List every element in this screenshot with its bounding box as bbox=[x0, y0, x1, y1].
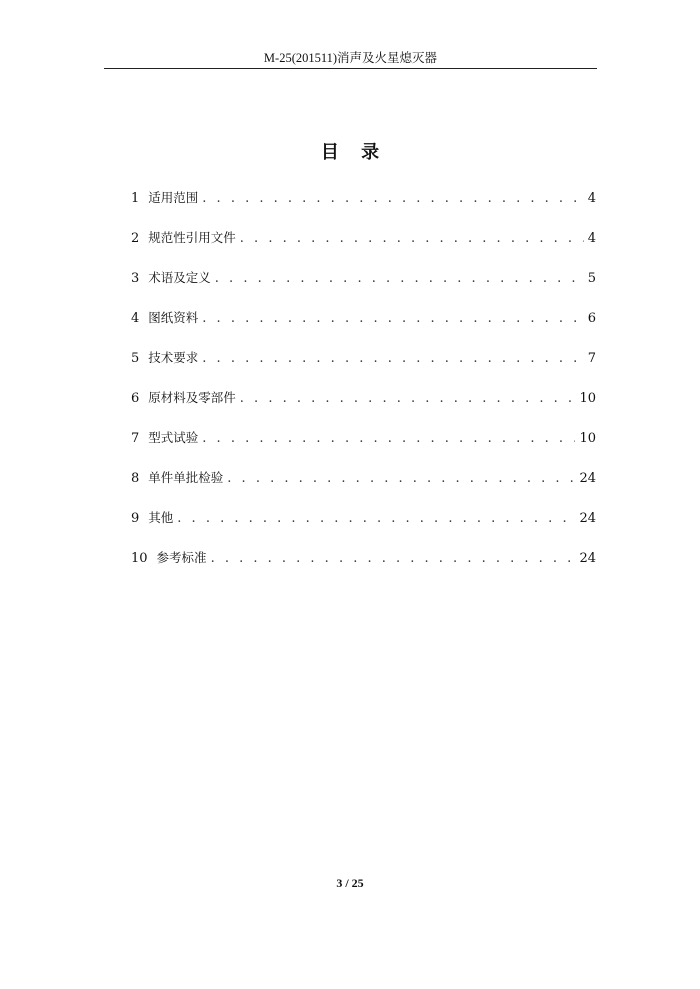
page-header: M-25(201511)消声及火星熄灭器 bbox=[104, 49, 597, 69]
toc-entry-page: 7 bbox=[587, 351, 596, 366]
toc-dot-leader bbox=[227, 469, 575, 489]
toc-dot-leader bbox=[202, 189, 583, 209]
toc-entry-number: 7 bbox=[131, 431, 140, 446]
toc-entry-type-test[interactable] bbox=[131, 428, 596, 468]
toc-entry-drawings[interactable] bbox=[131, 308, 596, 348]
toc-entry-label: 技术要求 bbox=[148, 350, 199, 365]
toc-entry-page: 24 bbox=[579, 471, 596, 486]
toc-dot-leader bbox=[215, 269, 584, 289]
toc-entry-number: 4 bbox=[131, 311, 140, 326]
toc-entry-technical-requirements[interactable] bbox=[131, 348, 596, 388]
toc-entry-label: 单件单批检验 bbox=[148, 470, 224, 485]
toc-entry-label: 图纸资料 bbox=[148, 310, 199, 325]
toc-dot-leader bbox=[240, 389, 576, 409]
toc-entry-label: 原材料及零部件 bbox=[148, 390, 236, 405]
toc-entry-label: 其他 bbox=[148, 510, 174, 525]
toc-entry-page: 10 bbox=[579, 431, 596, 446]
toc-entry-label: 型式试验 bbox=[148, 430, 199, 445]
toc-dot-leader bbox=[240, 229, 584, 249]
toc-dot-leader bbox=[177, 509, 575, 529]
toc-entry-label: 适用范围 bbox=[148, 190, 199, 205]
toc-entry-number: 1 bbox=[131, 191, 140, 206]
toc-entry-page: 6 bbox=[587, 311, 596, 326]
toc-dot-leader bbox=[202, 349, 583, 369]
toc-dot-leader bbox=[202, 309, 583, 329]
toc-entry-number: 6 bbox=[131, 391, 140, 406]
toc-entry-number: 3 bbox=[131, 271, 140, 286]
toc-entry-number: 9 bbox=[131, 511, 140, 526]
toc-entry-terms-definitions[interactable] bbox=[131, 268, 596, 308]
toc-entry-label: 术语及定义 bbox=[148, 270, 211, 285]
toc-entry-number: 8 bbox=[131, 471, 140, 486]
toc-entry-label: 参考标准 bbox=[156, 550, 207, 565]
toc-title: 目 录 bbox=[320, 142, 388, 163]
toc-entry-page: 4 bbox=[587, 231, 596, 246]
page-number: 3 / 25 bbox=[336, 876, 364, 890]
toc-entry-number: 2 bbox=[131, 231, 140, 246]
toc-entry-page: 5 bbox=[587, 271, 596, 286]
toc-entry-page: 4 bbox=[587, 191, 596, 206]
toc-entry-number: 5 bbox=[131, 351, 140, 366]
toc-dot-leader bbox=[211, 549, 576, 569]
toc-entry-number: 10 bbox=[131, 551, 148, 566]
toc-entry-page: 24 bbox=[579, 511, 596, 526]
toc-entry-page: 24 bbox=[579, 551, 596, 566]
toc-entry-reference-standards[interactable] bbox=[131, 548, 596, 588]
toc-entry-normative-references[interactable] bbox=[131, 228, 596, 268]
toc-entry-materials-parts[interactable] bbox=[131, 388, 596, 428]
toc-entry-label: 规范性引用文件 bbox=[148, 230, 236, 245]
toc-dot-leader bbox=[202, 429, 575, 449]
table-of-contents bbox=[131, 188, 596, 588]
toc-entry-other[interactable] bbox=[131, 508, 596, 548]
toc-entry-scope[interactable] bbox=[131, 188, 596, 228]
toc-entry-page: 10 bbox=[579, 391, 596, 406]
toc-entry-single-batch-inspection[interactable] bbox=[131, 468, 596, 508]
